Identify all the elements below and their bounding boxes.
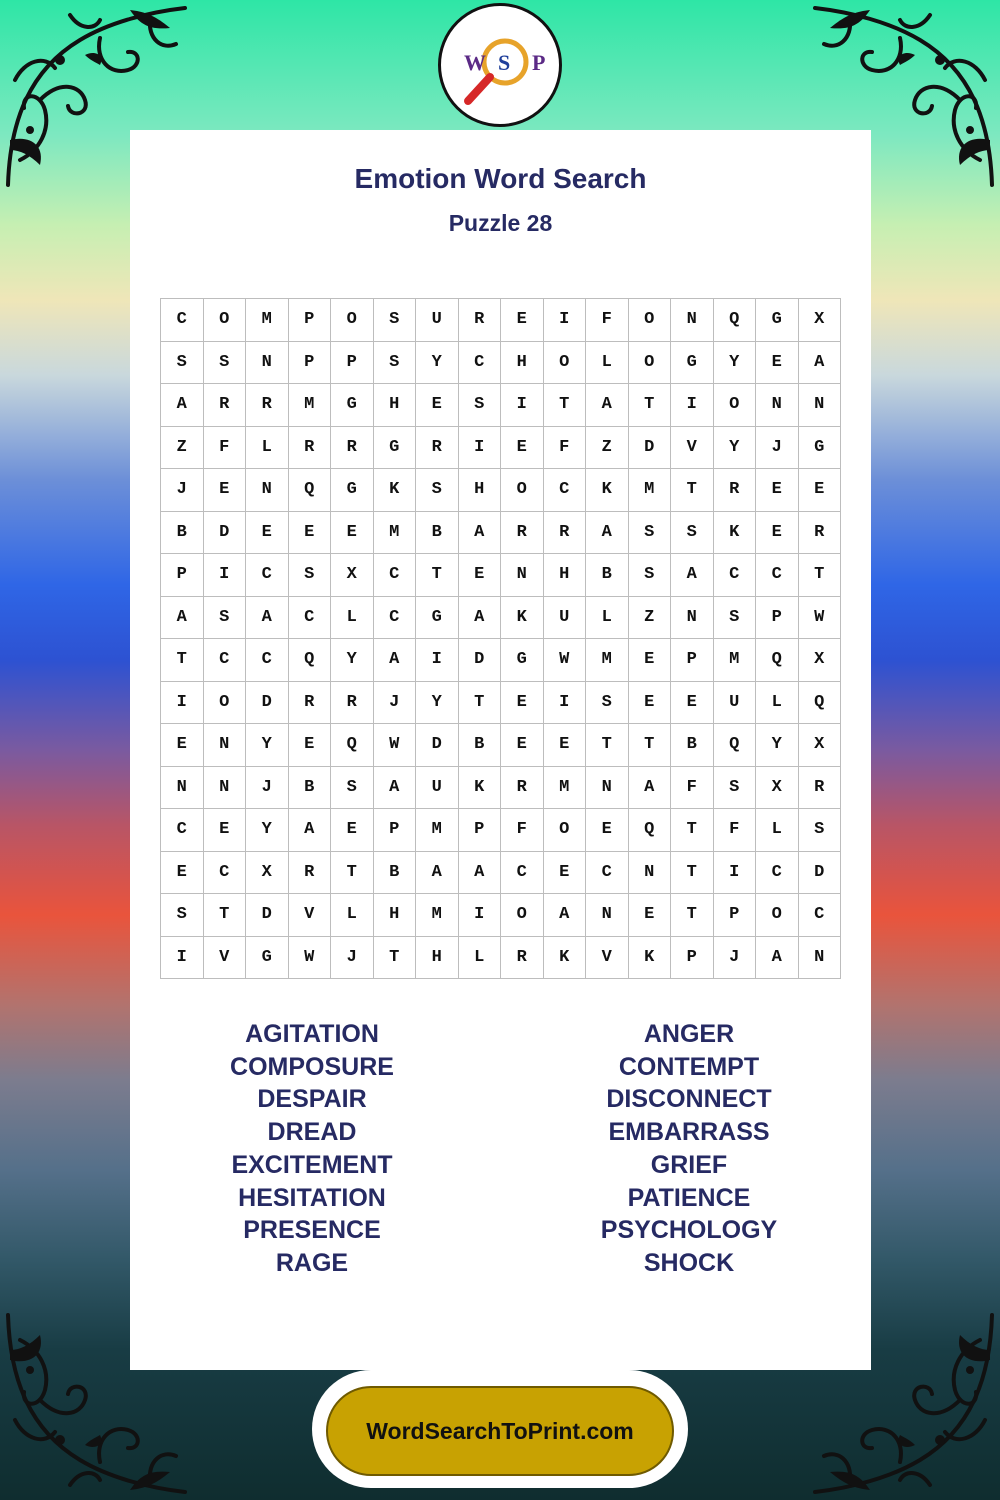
grid-cell[interactable]: F [586, 299, 629, 342]
grid-cell[interactable]: I [161, 682, 204, 725]
grid-cell[interactable]: H [374, 384, 417, 427]
grid-cell[interactable]: A [459, 852, 502, 895]
grid-cell[interactable]: A [586, 512, 629, 555]
grid-cell[interactable]: A [459, 597, 502, 640]
grid-cell[interactable]: R [204, 384, 247, 427]
grid-cell[interactable]: I [161, 937, 204, 980]
grid-cell[interactable]: J [246, 767, 289, 810]
word-item: EMBARRASS [608, 1118, 770, 1147]
grid-cell[interactable]: A [246, 597, 289, 640]
grid-cell[interactable]: C [459, 342, 502, 385]
grid-cell[interactable]: T [671, 809, 714, 852]
grid-cell[interactable]: X [799, 299, 842, 342]
grid-cell[interactable]: I [544, 682, 587, 725]
grid-cell[interactable]: I [459, 427, 502, 470]
grid-cell[interactable]: P [331, 342, 374, 385]
grid-cell[interactable]: E [331, 512, 374, 555]
grid-cell[interactable]: T [204, 894, 247, 937]
grid-cell[interactable]: R [501, 767, 544, 810]
logo-letter-w: W [464, 50, 486, 75]
grid-cell[interactable]: C [756, 554, 799, 597]
grid-cell[interactable]: E [629, 639, 672, 682]
grid-cell[interactable]: U [544, 597, 587, 640]
grid-cell[interactable]: P [161, 554, 204, 597]
grid-cell[interactable]: K [374, 469, 417, 512]
grid-cell[interactable]: W [544, 639, 587, 682]
grid-cell[interactable]: R [331, 427, 374, 470]
word-item: SHOCK [643, 1248, 735, 1277]
grid-cell[interactable]: L [756, 809, 799, 852]
logo-letter-s: S [498, 50, 511, 75]
grid-cell[interactable]: W [289, 937, 332, 980]
grid-cell[interactable]: A [799, 342, 842, 385]
grid-cell[interactable]: T [799, 554, 842, 597]
grid-cell[interactable]: O [544, 342, 587, 385]
grid-cell[interactable]: N [161, 767, 204, 810]
grid-cell[interactable]: Y [714, 342, 757, 385]
grid-cell[interactable]: C [204, 852, 247, 895]
grid-cell[interactable]: T [671, 469, 714, 512]
grid-cell[interactable]: E [671, 682, 714, 725]
grid-cell[interactable]: X [799, 639, 842, 682]
grid-cell[interactable]: N [799, 937, 842, 980]
grid-cell[interactable]: S [289, 554, 332, 597]
grid-cell[interactable]: Y [756, 724, 799, 767]
grid-cell[interactable]: C [246, 554, 289, 597]
grid-cell[interactable]: A [671, 554, 714, 597]
grid-cell[interactable]: Q [289, 469, 332, 512]
grid-cell[interactable]: K [544, 937, 587, 980]
grid-cell[interactable]: Q [756, 639, 799, 682]
grid-cell[interactable]: R [799, 512, 842, 555]
grid-cell[interactable]: T [629, 384, 672, 427]
grid-cell[interactable]: Z [161, 427, 204, 470]
grid-cell[interactable]: S [204, 597, 247, 640]
grid-cell[interactable]: P [671, 639, 714, 682]
grid-cell[interactable]: I [544, 299, 587, 342]
magnifier-icon [441, 6, 559, 124]
grid-cell[interactable]: E [544, 724, 587, 767]
grid-cell[interactable]: Y [416, 342, 459, 385]
grid-cell[interactable]: G [246, 937, 289, 980]
grid-cell[interactable]: O [501, 469, 544, 512]
grid-cell[interactable]: O [714, 384, 757, 427]
grid-cell[interactable]: T [331, 852, 374, 895]
grid-cell[interactable]: C [501, 852, 544, 895]
grid-cell[interactable]: P [459, 809, 502, 852]
grid-cell[interactable]: C [289, 597, 332, 640]
grid-cell[interactable]: U [416, 299, 459, 342]
grid-cell[interactable]: Q [289, 639, 332, 682]
grid-cell[interactable]: R [289, 682, 332, 725]
grid-cell[interactable]: A [374, 767, 417, 810]
grid-cell[interactable]: M [416, 894, 459, 937]
grid-cell[interactable]: E [161, 852, 204, 895]
grid-cell[interactable]: N [501, 554, 544, 597]
grid-cell[interactable]: R [544, 512, 587, 555]
grid-cell[interactable]: Z [629, 597, 672, 640]
grid-cell[interactable]: I [671, 384, 714, 427]
grid-cell[interactable]: A [756, 937, 799, 980]
grid-cell[interactable]: D [459, 639, 502, 682]
word-item: COMPOSURE [230, 1052, 394, 1081]
grid-cell[interactable]: I [714, 852, 757, 895]
grid-cell[interactable]: H [501, 342, 544, 385]
grid-cell[interactable]: R [331, 682, 374, 725]
grid-cell[interactable]: Y [246, 809, 289, 852]
grid-cell[interactable]: H [374, 894, 417, 937]
grid-cell[interactable]: T [459, 682, 502, 725]
puzzle-number: Puzzle 28 [448, 210, 553, 236]
grid-cell[interactable]: E [289, 724, 332, 767]
letter-grid [160, 298, 841, 979]
grid-cell[interactable]: N [246, 342, 289, 385]
word-item: DISCONNECT [606, 1085, 772, 1114]
grid-cell[interactable]: Q [714, 299, 757, 342]
grid-cell[interactable]: Z [586, 427, 629, 470]
grid-cell[interactable]: N [586, 894, 629, 937]
grid-cell[interactable]: A [544, 894, 587, 937]
grid-cell[interactable]: V [204, 937, 247, 980]
grid-cell[interactable]: O [204, 682, 247, 725]
grid-cell[interactable]: J [756, 427, 799, 470]
puzzle-card [130, 130, 871, 1370]
grid-cell[interactable]: T [671, 852, 714, 895]
grid-cell[interactable]: M [289, 384, 332, 427]
grid-cell[interactable]: P [714, 894, 757, 937]
grid-cell[interactable]: G [331, 469, 374, 512]
grid-cell[interactable]: S [586, 682, 629, 725]
grid-cell[interactable]: M [586, 639, 629, 682]
grid-cell[interactable]: A [629, 767, 672, 810]
grid-cell[interactable]: F [714, 809, 757, 852]
grid-cell[interactable]: P [671, 937, 714, 980]
grid-cell[interactable]: A [289, 809, 332, 852]
grid-cell[interactable]: O [204, 299, 247, 342]
word-list-left [130, 1018, 494, 1280]
grid-cell[interactable]: E [756, 469, 799, 512]
word-item: PATIENCE [627, 1183, 751, 1212]
grid-cell[interactable]: L [331, 597, 374, 640]
grid-cell[interactable]: N [671, 299, 714, 342]
grid-cell[interactable]: Y [246, 724, 289, 767]
grid-cell[interactable]: E [331, 809, 374, 852]
grid-cell[interactable]: O [629, 342, 672, 385]
grid-cell[interactable]: R [714, 469, 757, 512]
grid-cell[interactable]: Q [629, 809, 672, 852]
grid-cell[interactable]: T [416, 554, 459, 597]
grid-cell[interactable]: S [714, 597, 757, 640]
grid-cell[interactable]: B [586, 554, 629, 597]
grid-cell[interactable]: S [161, 342, 204, 385]
grid-cell[interactable]: K [629, 937, 672, 980]
grid-cell[interactable]: K [714, 512, 757, 555]
grid-cell[interactable]: T [629, 724, 672, 767]
grid-cell[interactable]: S [204, 342, 247, 385]
grid-cell[interactable]: N [586, 767, 629, 810]
grid-cell[interactable]: N [799, 384, 842, 427]
grid-cell[interactable]: S [714, 767, 757, 810]
grid-cell[interactable]: L [586, 342, 629, 385]
grid-cell[interactable]: G [756, 299, 799, 342]
grid-cell[interactable]: B [289, 767, 332, 810]
grid-cell[interactable]: E [501, 682, 544, 725]
grid-cell[interactable]: O [501, 894, 544, 937]
grid-cell[interactable]: B [161, 512, 204, 555]
grid-cell[interactable]: S [374, 299, 417, 342]
grid-cell[interactable]: G [501, 639, 544, 682]
grid-cell[interactable]: G [799, 427, 842, 470]
grid-cell[interactable]: A [374, 639, 417, 682]
grid-cell[interactable]: D [629, 427, 672, 470]
grid-cell[interactable]: E [246, 512, 289, 555]
grid-cell[interactable]: J [331, 937, 374, 980]
word-item: CONTEMPT [618, 1052, 760, 1081]
grid-cell[interactable]: S [161, 894, 204, 937]
grid-cell[interactable]: G [331, 384, 374, 427]
grid-cell[interactable]: L [459, 937, 502, 980]
grid-cell[interactable]: M [714, 639, 757, 682]
word-item: PSYCHOLOGY [600, 1216, 778, 1245]
word-item: EXCITEMENT [231, 1150, 393, 1179]
grid-cell[interactable]: V [671, 427, 714, 470]
page-title: Emotion Word Search [354, 163, 647, 194]
grid-cell[interactable]: E [756, 512, 799, 555]
grid-cell[interactable]: H [544, 554, 587, 597]
word-item: DREAD [267, 1118, 357, 1147]
site-logo[interactable] [438, 3, 562, 127]
grid-cell[interactable]: A [161, 384, 204, 427]
grid-cell[interactable]: T [586, 724, 629, 767]
word-item: ANGER [643, 1020, 735, 1048]
grid-cell[interactable]: P [289, 299, 332, 342]
grid-cell[interactable]: S [799, 809, 842, 852]
grid-cell[interactable]: T [544, 384, 587, 427]
grid-cell[interactable]: H [459, 469, 502, 512]
grid-cell[interactable]: S [671, 512, 714, 555]
grid-cell[interactable]: C [586, 852, 629, 895]
grid-cell[interactable]: C [161, 299, 204, 342]
grid-cell[interactable]: Y [714, 427, 757, 470]
grid-cell[interactable]: C [714, 554, 757, 597]
grid-cell[interactable]: E [161, 724, 204, 767]
grid-cell[interactable]: W [374, 724, 417, 767]
word-item: RAGE [275, 1248, 349, 1277]
grid-cell[interactable]: S [629, 554, 672, 597]
grid-cell[interactable]: R [459, 299, 502, 342]
word-item: PRESENCE [243, 1216, 381, 1245]
grid-cell[interactable]: S [459, 384, 502, 427]
website-button[interactable]: WordSearchToPrint.com [326, 1386, 674, 1476]
grid-cell[interactable]: N [204, 724, 247, 767]
grid-cell[interactable]: B [374, 852, 417, 895]
grid-cell[interactable]: N [671, 597, 714, 640]
grid-cell[interactable]: E [756, 342, 799, 385]
grid-cell[interactable]: B [416, 512, 459, 555]
grid-cell[interactable]: V [289, 894, 332, 937]
grid-cell[interactable]: Y [416, 682, 459, 725]
grid-cell[interactable]: G [416, 597, 459, 640]
grid-cell[interactable]: R [416, 427, 459, 470]
grid-cell[interactable]: E [799, 469, 842, 512]
grid-cell[interactable]: K [459, 767, 502, 810]
grid-cell[interactable]: K [501, 597, 544, 640]
grid-cell[interactable]: E [629, 894, 672, 937]
grid-cell[interactable]: X [799, 724, 842, 767]
grid-cell[interactable]: D [204, 512, 247, 555]
grid-cell[interactable]: O [331, 299, 374, 342]
grid-cell[interactable]: S [416, 469, 459, 512]
grid-cell[interactable]: M [544, 767, 587, 810]
grid-cell[interactable]: F [501, 809, 544, 852]
grid-cell[interactable]: G [374, 427, 417, 470]
grid-cell[interactable]: R [799, 767, 842, 810]
grid-cell[interactable]: N [246, 469, 289, 512]
grid-cell[interactable]: D [416, 724, 459, 767]
grid-cell[interactable]: X [331, 554, 374, 597]
grid-cell[interactable]: L [331, 894, 374, 937]
grid-cell[interactable]: E [501, 724, 544, 767]
grid-cell[interactable]: C [246, 639, 289, 682]
grid-cell[interactable]: I [416, 639, 459, 682]
grid-cell[interactable]: X [756, 767, 799, 810]
word-item: HESITATION [238, 1183, 386, 1212]
grid-cell[interactable]: F [671, 767, 714, 810]
grid-cell[interactable]: G [671, 342, 714, 385]
grid-cell[interactable]: N [204, 767, 247, 810]
word-item: DESPAIR [257, 1085, 367, 1114]
grid-cell[interactable]: O [544, 809, 587, 852]
grid-cell[interactable]: C [204, 639, 247, 682]
grid-cell[interactable]: D [799, 852, 842, 895]
grid-cell[interactable]: X [246, 852, 289, 895]
grid-cell[interactable]: T [161, 639, 204, 682]
grid-cell[interactable]: R [289, 852, 332, 895]
grid-cell[interactable]: U [416, 767, 459, 810]
grid-cell[interactable]: J [374, 682, 417, 725]
grid-cell[interactable]: E [501, 299, 544, 342]
grid-cell[interactable]: E [459, 554, 502, 597]
grid-cell[interactable]: P [289, 342, 332, 385]
grid-cell[interactable]: C [161, 809, 204, 852]
grid-cell[interactable]: J [161, 469, 204, 512]
grid-cell[interactable]: S [331, 767, 374, 810]
grid-cell[interactable]: E [586, 809, 629, 852]
grid-cell[interactable]: F [544, 427, 587, 470]
grid-cell[interactable]: M [374, 512, 417, 555]
logo-letter-p: P [532, 50, 546, 75]
grid-cell[interactable]: E [204, 809, 247, 852]
grid-cell[interactable]: O [629, 299, 672, 342]
grid-cell[interactable]: E [629, 682, 672, 725]
grid-cell[interactable]: D [246, 894, 289, 937]
grid-cell[interactable]: F [204, 427, 247, 470]
grid-cell[interactable]: S [374, 342, 417, 385]
grid-cell[interactable]: E [544, 852, 587, 895]
grid-cell[interactable]: N [629, 852, 672, 895]
grid-cell[interactable]: M [416, 809, 459, 852]
grid-cell[interactable]: B [459, 724, 502, 767]
grid-cell[interactable]: C [374, 597, 417, 640]
grid-cell[interactable]: V [586, 937, 629, 980]
grid-cell[interactable]: N [756, 384, 799, 427]
grid-cell[interactable]: B [671, 724, 714, 767]
grid-cell[interactable]: A [459, 512, 502, 555]
grid-cell[interactable]: L [756, 682, 799, 725]
grid-cell[interactable]: U [714, 682, 757, 725]
grid-cell[interactable]: R [501, 512, 544, 555]
grid-cell[interactable]: I [501, 384, 544, 427]
grid-cell[interactable]: L [246, 427, 289, 470]
grid-cell[interactable]: J [714, 937, 757, 980]
grid-cell[interactable]: R [246, 384, 289, 427]
grid-cell[interactable]: O [756, 894, 799, 937]
grid-cell[interactable]: W [799, 597, 842, 640]
grid-cell[interactable]: C [544, 469, 587, 512]
grid-cell[interactable]: P [756, 597, 799, 640]
grid-cell[interactable]: E [501, 427, 544, 470]
word-item: AGITATION [245, 1020, 379, 1048]
grid-cell[interactable]: D [246, 682, 289, 725]
grid-cell[interactable]: Q [331, 724, 374, 767]
grid-cell[interactable]: A [416, 852, 459, 895]
grid-cell[interactable]: Q [799, 682, 842, 725]
grid-cell[interactable]: M [629, 469, 672, 512]
grid-cell[interactable]: L [586, 597, 629, 640]
grid-cell[interactable]: C [374, 554, 417, 597]
grid-cell[interactable]: A [161, 597, 204, 640]
grid-cell[interactable]: E [204, 469, 247, 512]
grid-cell[interactable]: I [459, 894, 502, 937]
grid-cell[interactable]: T [374, 937, 417, 980]
grid-cell[interactable]: C [756, 852, 799, 895]
grid-cell[interactable]: Y [331, 639, 374, 682]
grid-cell[interactable]: K [586, 469, 629, 512]
word-list-right [507, 1018, 871, 1280]
grid-cell[interactable]: T [671, 894, 714, 937]
grid-cell[interactable]: Q [714, 724, 757, 767]
grid-cell[interactable]: P [374, 809, 417, 852]
grid-cell[interactable]: A [586, 384, 629, 427]
grid-cell[interactable]: E [416, 384, 459, 427]
grid-cell[interactable]: C [799, 894, 842, 937]
word-item: GRIEF [650, 1150, 728, 1179]
grid-cell[interactable]: E [289, 512, 332, 555]
grid-cell[interactable]: I [204, 554, 247, 597]
grid-cell[interactable]: R [501, 937, 544, 980]
grid-cell[interactable]: H [416, 937, 459, 980]
grid-cell[interactable]: M [246, 299, 289, 342]
grid-cell[interactable]: R [289, 427, 332, 470]
grid-cell[interactable]: S [629, 512, 672, 555]
